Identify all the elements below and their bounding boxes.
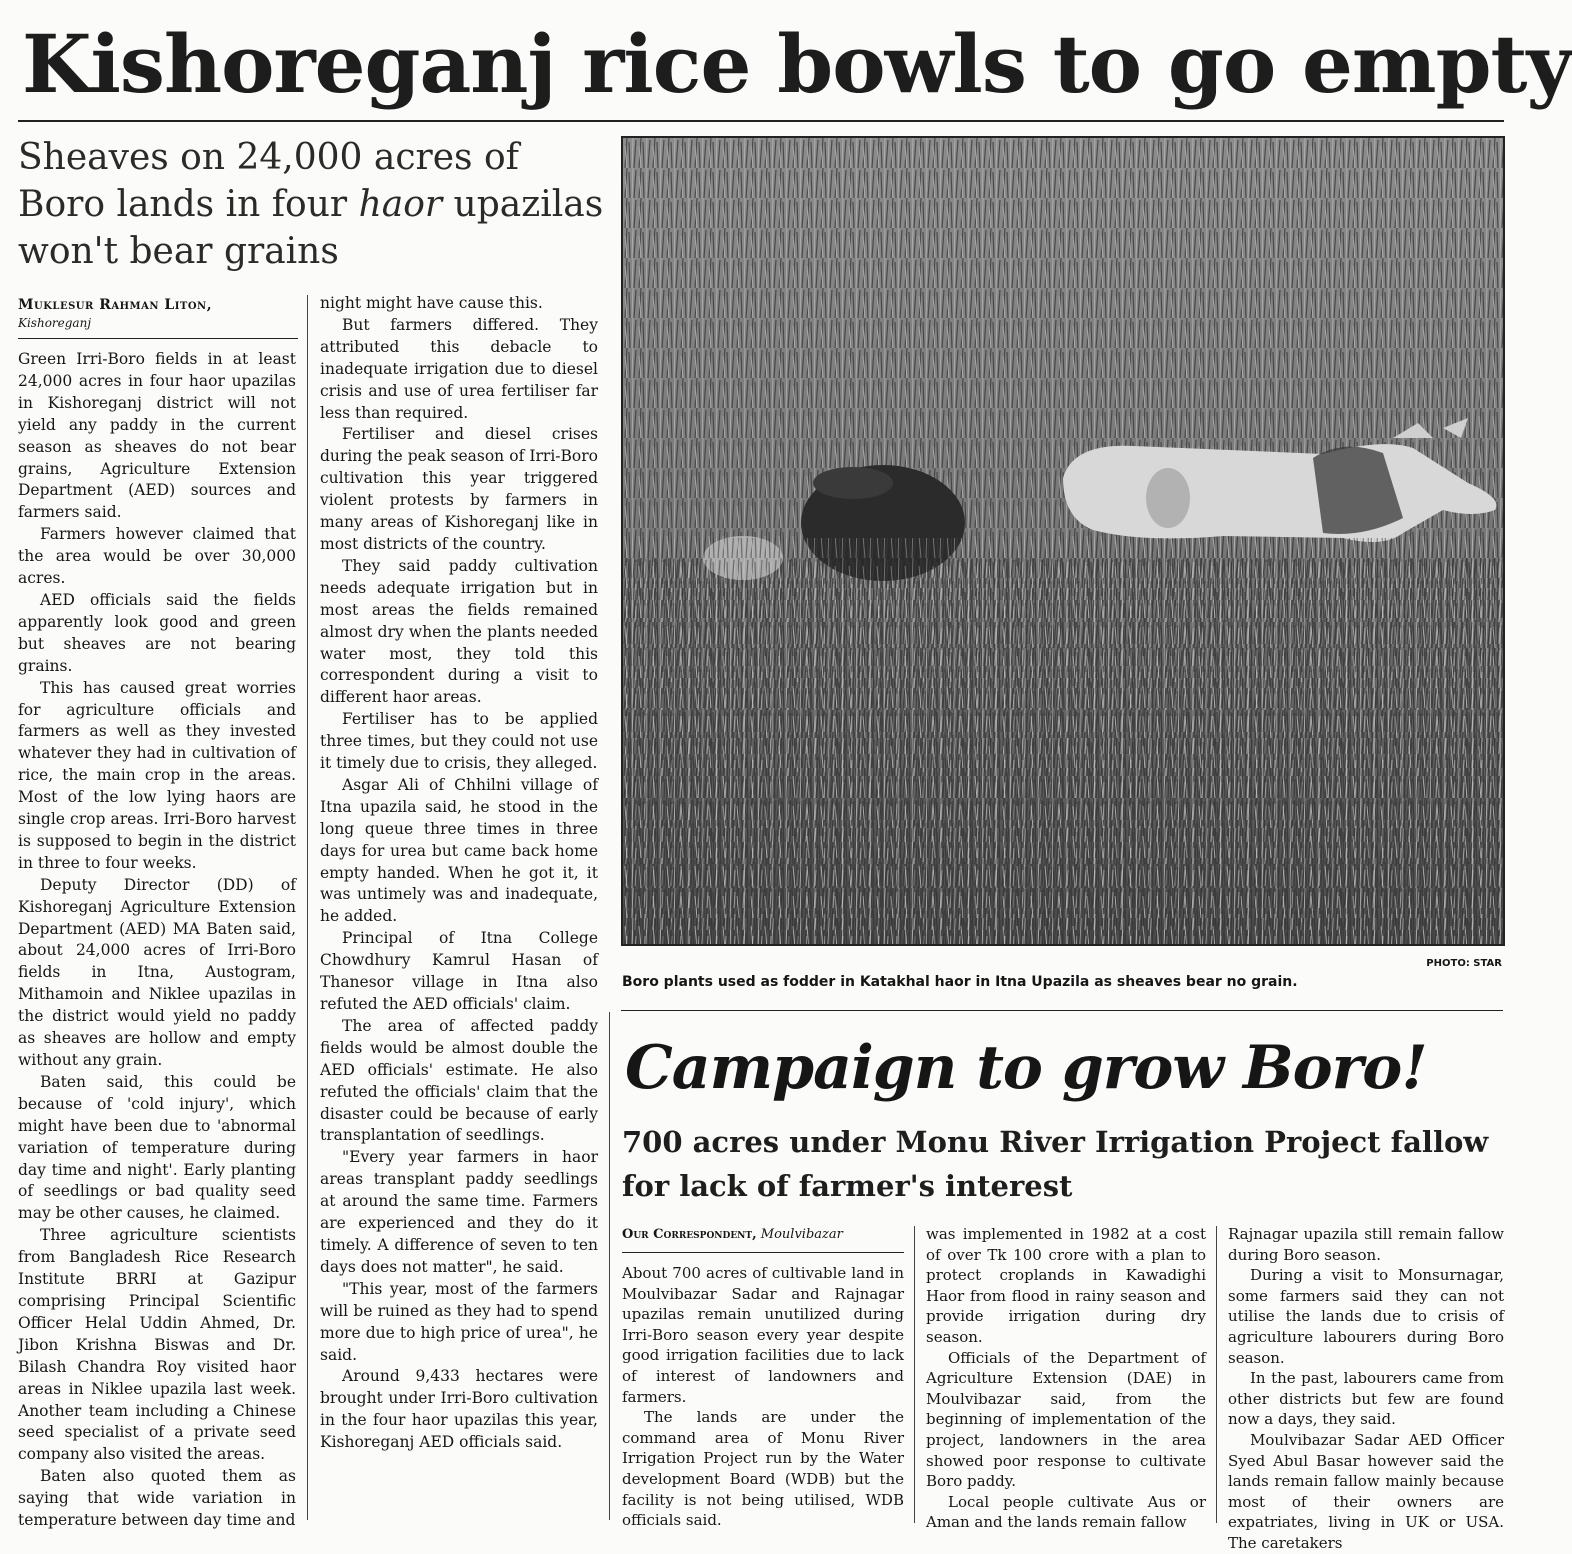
caption-rule: [621, 1010, 1503, 1011]
article-paragraph: Rajnagar upazila still remain fallow during Boro season.: [1228, 1225, 1504, 1264]
article-paragraph: Fertiliser has to be applied three times, but they could not use it timely due to crisis, they alleged.: [320, 710, 598, 773]
article-paragraph: Deputy Director (DD) of Kishoreganj Agriculture Extension Department (AED) MA Baten said, about 24,000 acres of Irri-Boro fields in Itna, Austogram, Mithamoin and Niklee upazilas in the district would yield no paddy as sheaves are hollow and empty without any grain.: [18, 875, 296, 1069]
article-paragraph: Around 9,433 hectares were brought under Irri-Boro cultivation in the four haor upazilas this year, Kishoreganj AED officials said.: [320, 1367, 598, 1452]
article-paragraph: But farmers differed. They attributed this debacle to inadequate irrigation due to diesel crisis and use of urea fertiliser far less than required.: [320, 315, 598, 422]
article-paragraph: During a visit to Monsurnagar, some farmers said they can not utilise the lands due to crisis of agriculture labourers during Boro season.: [1228, 1266, 1504, 1367]
second-subheadline: 700 acres under Monu River Irrigation Project fallow for lack of farmer's interest: [622, 1125, 1489, 1203]
story2-column-1: [622, 1263, 904, 1530]
byline-author: Muklesur Rahman Liton,: [18, 297, 213, 313]
story1-column-2: [320, 293, 598, 1519]
story2-column-3: [1228, 1224, 1504, 1552]
photo-caption: Boro plants used as fodder in Katakhal haor in Itna Upazila as sheaves bear no grain.: [622, 974, 1298, 990]
article-paragraph: This has caused great worries for agriculture officials and farmers as well as they invested whatever they had in cultivation of rice, the main crop in the areas. Most of the low lying haors are single crop areas. Irri-Boro harvest is supposed to begin in the district in three to four weeks.: [18, 678, 296, 872]
article-paragraph: Moulvibazar Sadar AED Officer Syed Abul Basar however said the lands remain fallow mainly because most of their owners are expatriates, living in UK or USA. The caretakers: [1228, 1430, 1504, 1552]
column-divider: [609, 1012, 610, 1520]
main-headline: Kishoreganj rice bowls to go empty: [22, 17, 1572, 111]
subhead-text-end: upazilas won't bear grains: [18, 184, 604, 272]
subheadline: [18, 134, 608, 275]
article-paragraph: Baten also quoted them as saying that wide variation in temperature between day time and: [18, 1467, 296, 1530]
article-paragraph: In the past, labourers came from other districts but few are found now a days, they said.: [1228, 1369, 1504, 1429]
article-paragraph: Farmers however claimed that the area would be over 30,000 acres.: [18, 525, 296, 588]
article-paragraph: "This year, most of the farmers will be ruined as they had to spend more due to high price of urea", he said.: [320, 1279, 598, 1364]
article-paragraph: They said paddy cultivation needs adequate irrigation but in most areas the fields remained almost dry when the plants needed water most, they told this correspondent during a visit to different haor areas.: [320, 556, 598, 707]
article-paragraph: The area of affected paddy fields would be almost double the AED officials' estimate. He also refuted the officials' claim that the disaster could be because of early transplantation of seedlings.: [320, 1016, 598, 1145]
article-paragraph: AED officials said the fields apparently look good and green but sheaves are not bearing grains.: [18, 590, 296, 675]
photo-cow-in-field: [623, 138, 1503, 944]
byline-rule: [18, 338, 298, 339]
photo-credit: PHOTO: STAR: [1426, 958, 1502, 969]
column-divider: [914, 1226, 915, 1523]
article-paragraph: Green Irri-Boro fields in at least 24,000 acres in four haor upazilas in Kishoreganj district will not yield any paddy in the current season as sheaves do not bear grains, Agriculture Extension Department (AED) sources and farmers said.: [18, 350, 296, 522]
column-divider: [307, 295, 308, 1520]
second-byline: [622, 1226, 912, 1244]
article-paragraph: Three agriculture scientists from Bangladesh Rice Research Institute BRRI at Gazipur comprising Principal Scientific Officer Helal Uddin Ahmed, Dr. Jibon Krishna Biswas and Dr. Bilash Chandra Roy visited haor areas in Niklee upazila last week. Another team including a Chinese seed specialist of a private seed company also visited the areas.: [18, 1226, 296, 1464]
subhead-italic: haor: [358, 184, 443, 225]
column-divider: [1216, 1226, 1217, 1523]
article-paragraph: night might have cause this.: [320, 294, 543, 312]
headline-rule: [18, 120, 1504, 122]
article-paragraph: Principal of Itna College Chowdhury Kamrul Hasan of Thanesor village in Itna also refuted the AED officials' claim.: [320, 929, 598, 1013]
article-paragraph: The lands are under the command area of Monu River Irrigation Project run by the Water development Board (WDB) but the facility is not being utilised, WDB officials said.: [622, 1408, 904, 1530]
article-paragraph: Local people cultivate Aus or Aman and the lands remain fallow: [926, 1492, 1206, 1532]
news-photo: [621, 136, 1505, 946]
second-byline-location: Moulvibazar: [760, 1227, 843, 1242]
article-paragraph: "Every year farmers in haor areas transplant paddy seedlings at around the same time. Farmers are experienced and they do it timely. A difference of seven to ten days does not matter", he said.: [320, 1148, 598, 1276]
story2-column-2: [926, 1224, 1206, 1532]
second-headline: Campaign to grow Boro!: [625, 1033, 1427, 1103]
article-paragraph: Asgar Ali of Chhilni village of Itna upazila said, he stood in the long queue three times in three days for urea but came back home empty handed. When he got it, it was untimely was and inadequate, he added.: [320, 775, 598, 926]
byline-location: Kishoreganj: [18, 316, 92, 330]
byline: [18, 296, 308, 332]
article-paragraph: Baten said, this could be because of 'cold injury', which might have been due to 'abnormal variation of temperature during day time and night'. Early planting of seedlings or bad quality seed may be other causes, he claimed.: [18, 1072, 296, 1223]
article-paragraph: Fertiliser and diesel crises during the peak season of Irri-Boro cultivation this year triggered violent protests by farmers in many areas of Kishoreganj like in most districts of the country.: [320, 425, 598, 553]
article-paragraph: About 700 acres of cultivable land in Moulvibazar Sadar and Rajnagar upazilas remain unutilized during Irri-Boro season every year despite good irrigation facilities due to lack of interest of landowners and farmers.: [622, 1264, 904, 1406]
story1-column-1: [18, 349, 296, 1530]
article-paragraph: Officials of the Department of Agriculture Extension (DAE) in Moulvibazar said, from the beginning of implementation of the project, landowners in the area showed poor response to cultivate Boro paddy.: [926, 1348, 1206, 1491]
second-byline-author: Our Correspondent,: [622, 1227, 757, 1242]
article-paragraph: was implemented in 1982 at a cost of over Tk 100 crore with a plan to protect croplands in Kawadighi Haor from flood in rainy season and provide irrigation during dry season.: [926, 1225, 1206, 1346]
second-byline-rule: [622, 1252, 904, 1253]
subhead-text: Sheaves on 24,000 acres of Boro lands in four: [18, 137, 519, 225]
